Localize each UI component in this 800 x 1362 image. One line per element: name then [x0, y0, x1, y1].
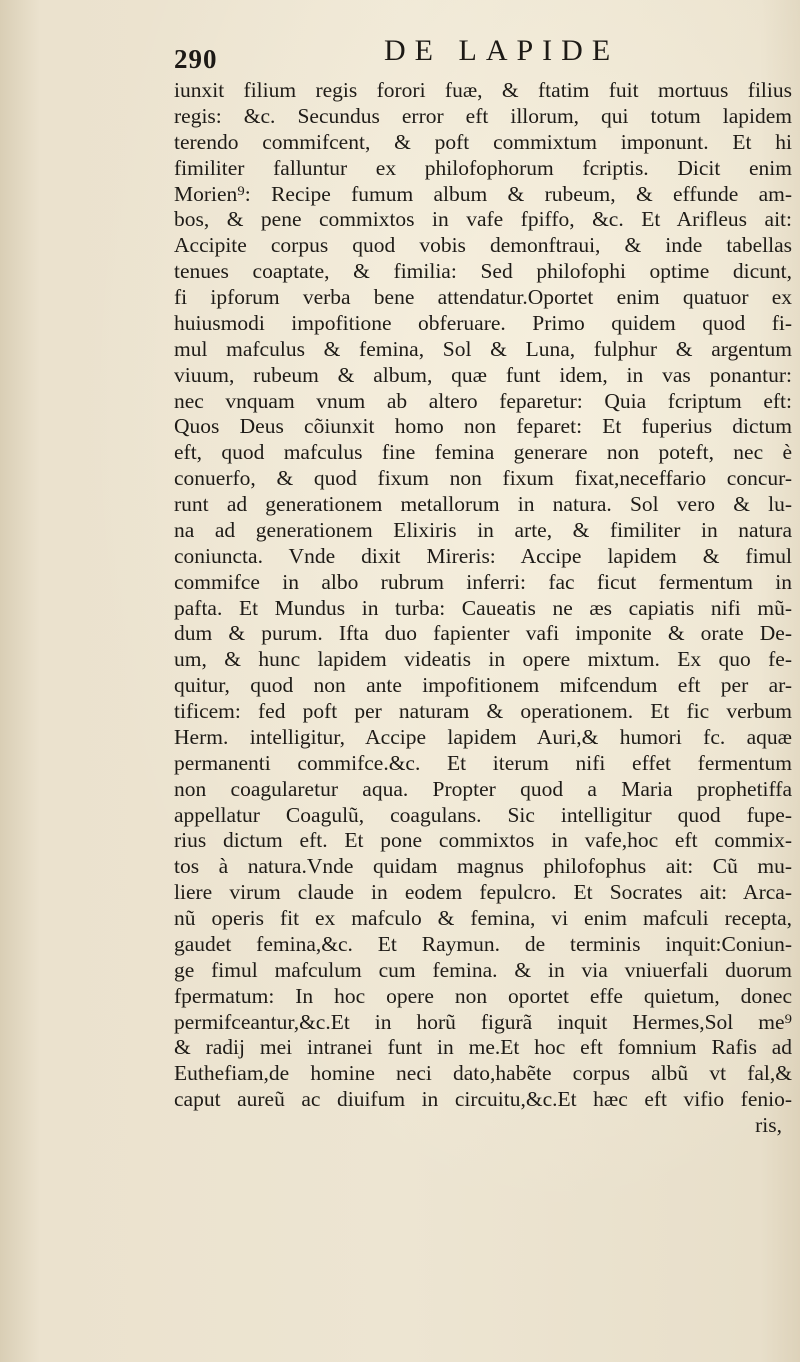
text-line: tificem: fed poft per naturam & operationem. Et fic verbum [174, 699, 792, 723]
text-line: permifceantur,&c.Et in horũ figurã inquit Hermes,Sol me⁹ [174, 1009, 792, 1034]
text-line: Accipite corpus quod vobis demonftraui, & inde tabellas [174, 233, 792, 258]
text-line: dum & purum. Ifta duo fapienter vafi imponite & orate De- [174, 621, 792, 646]
text-line: Herm. intelligitur, Accipe lapidem Auri,& humori fc. aquæ [174, 724, 792, 749]
text-line: iunxit filium regis forori fuæ, & ftatim fuit mortuus filius [174, 78, 792, 102]
page-number: 290 [174, 44, 218, 74]
text-line: nec vnquam vnum ab altero feparetur: Quia fcriptum eft: [174, 388, 792, 413]
text-line: viuum, rubeum & album, quæ funt idem, in vas ponantur: [174, 362, 792, 387]
text-line: appellatur Coagulũ, coagulans. Sic intelligitur quod fupe- [174, 802, 792, 827]
running-title: DE LAPIDE [384, 34, 620, 67]
text-line: um, & hunc lapidem videatis in opere mixtum. Ex quo fe- [174, 647, 792, 672]
text-line: fi ipforum verba bene attendatur.Oportet enim quatuor ex [174, 285, 792, 309]
text-line: & radij mei intranei funt in me.Et hoc eft fomnium Rafis ad [174, 1035, 792, 1060]
text-line: nũ operis fit ex mafculo & femina, vi enim mafculi recepta, [174, 906, 792, 930]
text-line: pafta. Et Mundus in turba: Caueatis ne æs capiatis nifi mũ- [174, 595, 792, 620]
text-line: fimiliter falluntur ex philofophorum fcriptis. Dicit enim [174, 155, 792, 180]
text-line: quitur, quod non ante impofitionem mifcendum eft per ar- [174, 673, 792, 698]
text-line: Morien⁹: Recipe fumum album & rubeum, & effunde am- [174, 181, 792, 206]
text-line: caput aureũ ac diuifum in circuitu,&c.Et hæc eft vifio fenio- [174, 1087, 792, 1112]
text-line: rius dictum eft. Et pone commixtos in vafe,hoc eft commix- [174, 828, 792, 853]
body-text [174, 78, 792, 1139]
text-line: bos, & pene commixtos in vafe fpiffo, &c. Et Arifleus ait: [174, 207, 792, 232]
text-line: liere virum claude in eodem fepulcro. Et Socrates ait: Arca- [174, 880, 792, 905]
text-line: mul mafculus & femina, Sol & Luna, fulphur & argentum [174, 336, 792, 361]
text-line: gaudet femina,&c. Et Raymun. de terminis inquit:Coniun- [174, 931, 792, 956]
text-line: fpermatum: In hoc opere non oportet effe quietum, donec [174, 983, 792, 1008]
text-line: ris, [755, 1113, 782, 1137]
text-line: huiusmodi impofitione obferuare. Primo quidem quod fi- [174, 310, 792, 335]
running-head [0, 30, 800, 78]
text-line: tenues coaptate, & fimilia: Sed philofophi optime dicunt, [174, 259, 792, 284]
text-line: permanenti commifce.&c. Et iterum nifi effet fermentum [174, 750, 792, 775]
text-line: coniuncta. Vnde dixit Mireris: Accipe lapidem & fimul [174, 543, 792, 568]
text-line: non coagularetur aqua. Propter quod a Maria prophetiffa [174, 776, 792, 801]
text-line: Quos Deus cõiunxit homo non feparet: Et fuperius dictum [174, 414, 792, 439]
text-line: ge fimul mafculum cum femina. & in via vniuerfali duorum [174, 957, 792, 982]
text-line: commifce in albo rubrum inferri: fac ficut fermentum in [174, 569, 792, 594]
text-line: na ad generationem Elixiris in arte, & fimiliter in natura [174, 517, 792, 542]
text-line: eft, quod mafculus fine femina generare non poteft, nec è [174, 440, 792, 465]
text-line: Euthefiam,de homine neci dato,habẽte corpus albũ vt fal,& [174, 1061, 792, 1086]
text-line: conuerfo, & quod fixum non fixum fixat,neceffario concur- [174, 466, 792, 491]
text-line: tos à natura.Vnde quidam magnus philofophus ait: Cũ mu- [174, 854, 792, 879]
text-line: regis: &c. Secundus error eft illorum, qui totum lapidem [174, 103, 792, 128]
text-line: runt ad generationem metallorum in natura. Sol vero & lu- [174, 492, 792, 516]
text-line: terendo commifcent, & poft commixtum imponunt. Et hi [174, 129, 792, 154]
